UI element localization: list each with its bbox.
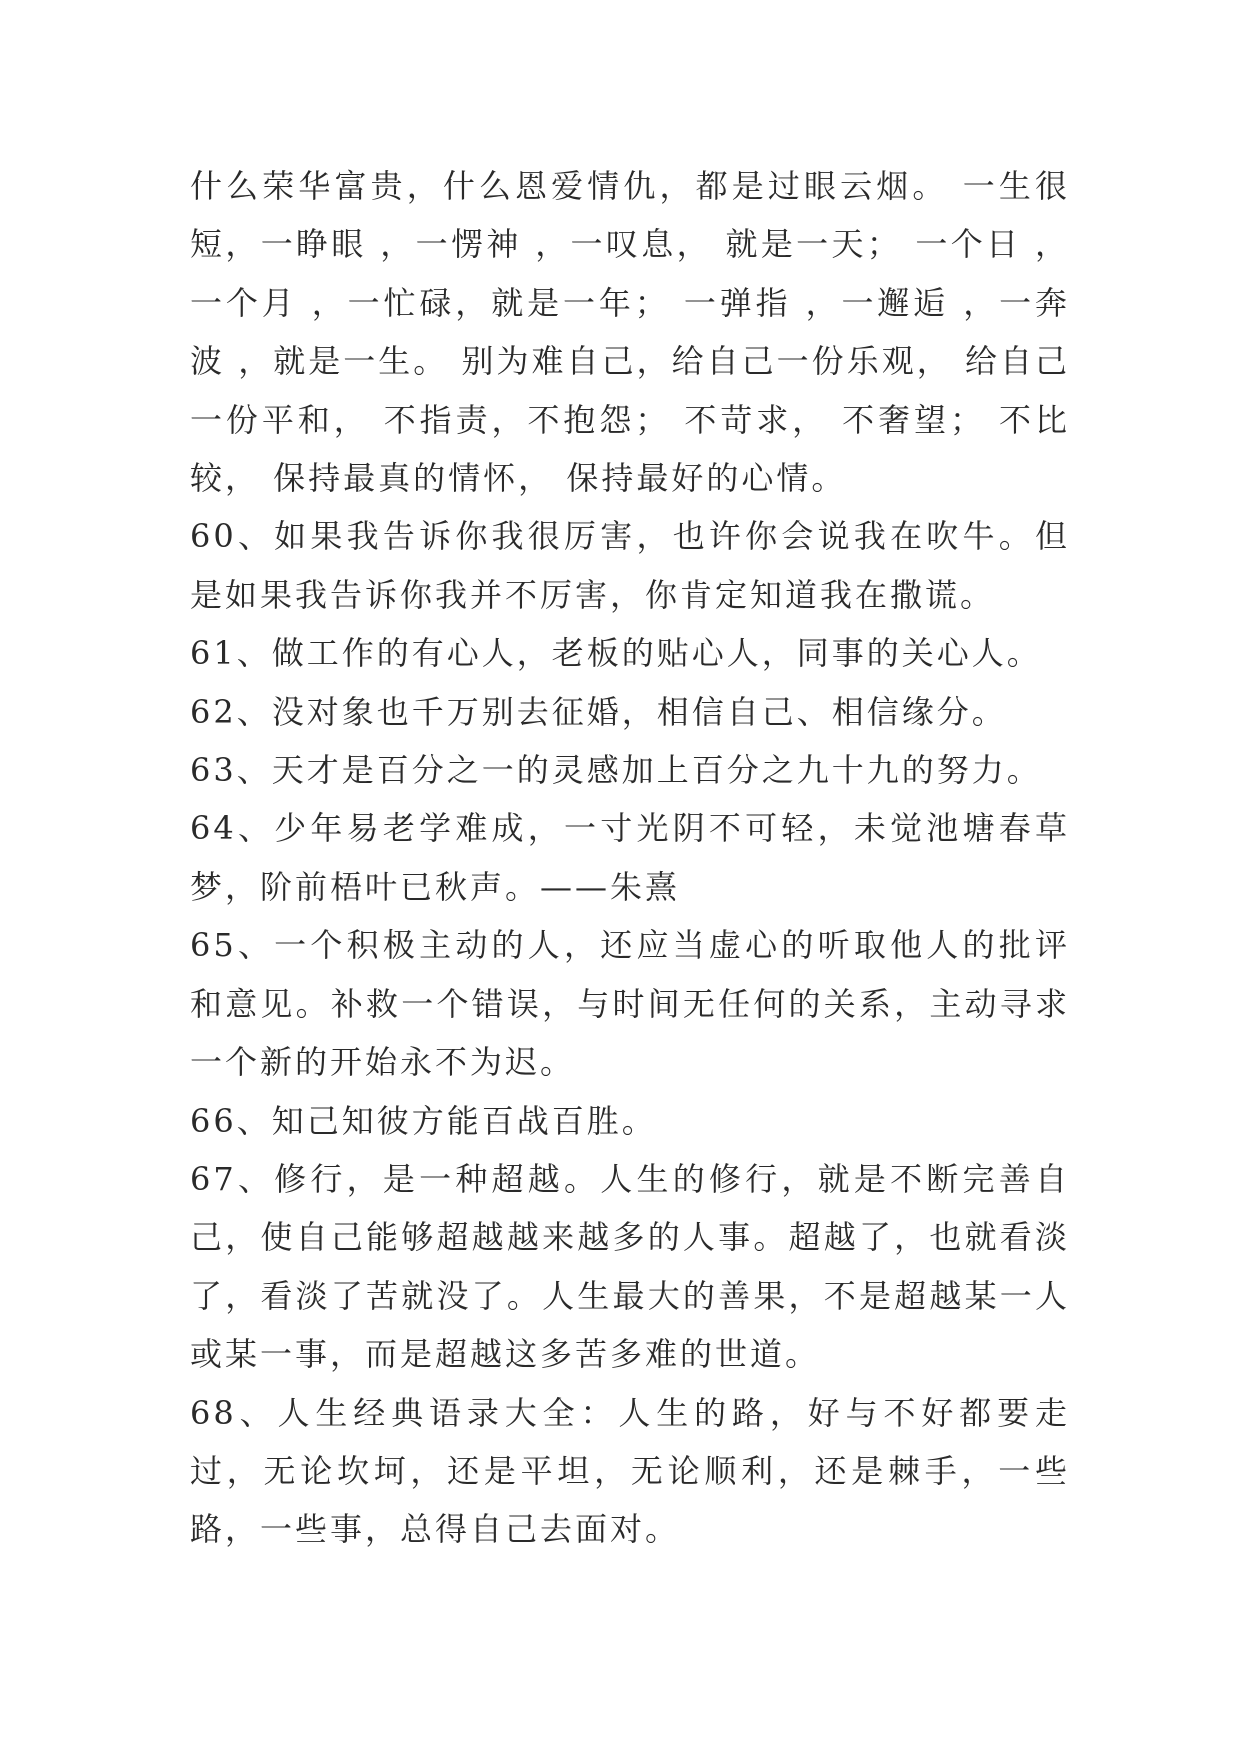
- paragraph-63: 63、天才是百分之一的灵感加上百分之九十九的努力。: [190, 751, 1042, 790]
- paragraph-intro: 什么荣华富贵，什么恩爱情仇，都是过眼云烟。 一生很短，一睁眼 ，一愣神 ，一叹息， 就是一天； 一个日 ，一个月 ，一忙碌，就是一年； 一弹指 ，一邂逅 ，一奔波 ，就是一生。 别为难自己，给自己一份乐观， 给自己一份平和， 不指责，不抱怨； 不苛求， 不奢望； 不比较， 保持最真的情怀， 保持最好的心情。: [190, 167, 1070, 498]
- document-body: [190, 157, 1070, 1559]
- paragraph-66: 66、知己知彼方能百战百胜。: [190, 1101, 657, 1140]
- paragraph-64: 64、少年易老学难成，一寸光阴不可轻，未觉池塘春草梦，阶前梧叶已秋声。——朱熹: [190, 809, 1070, 906]
- paragraph-62: 62、没对象也千万别去征婚，相信自己、相信缘分。: [190, 692, 1007, 731]
- paragraph-65: 65、一个积极主动的人，还应当虚心的听取他人的批评和意见。补救一个错误，与时间无任何的关系，主动寻求一个新的开始永不为迟。: [190, 926, 1070, 1082]
- paragraph-60: 60、如果我告诉你我很厉害，也许你会说我在吹牛。但是如果我告诉你我并不厉害，你肯定知道我在撒谎。: [190, 517, 1070, 614]
- paragraph-68: 68、人生经典语录大全：人生的路，好与不好都要走过，无论坎坷，还是平坦，无论顺利，还是棘手，一些路，一些事，总得自己去面对。: [190, 1393, 1070, 1549]
- paragraph-67: 67、修行，是一种超越。人生的修行，就是不断完善自己，使自己能够超越越来越多的人事。超越了，也就看淡了，看淡了苦就没了。人生最大的善果，不是超越某一人或某一事，而是超越这多苦多难的世道。: [190, 1159, 1070, 1374]
- paragraph-61: 61、做工作的有心人，老板的贴心人，同事的关心人。: [190, 634, 1042, 673]
